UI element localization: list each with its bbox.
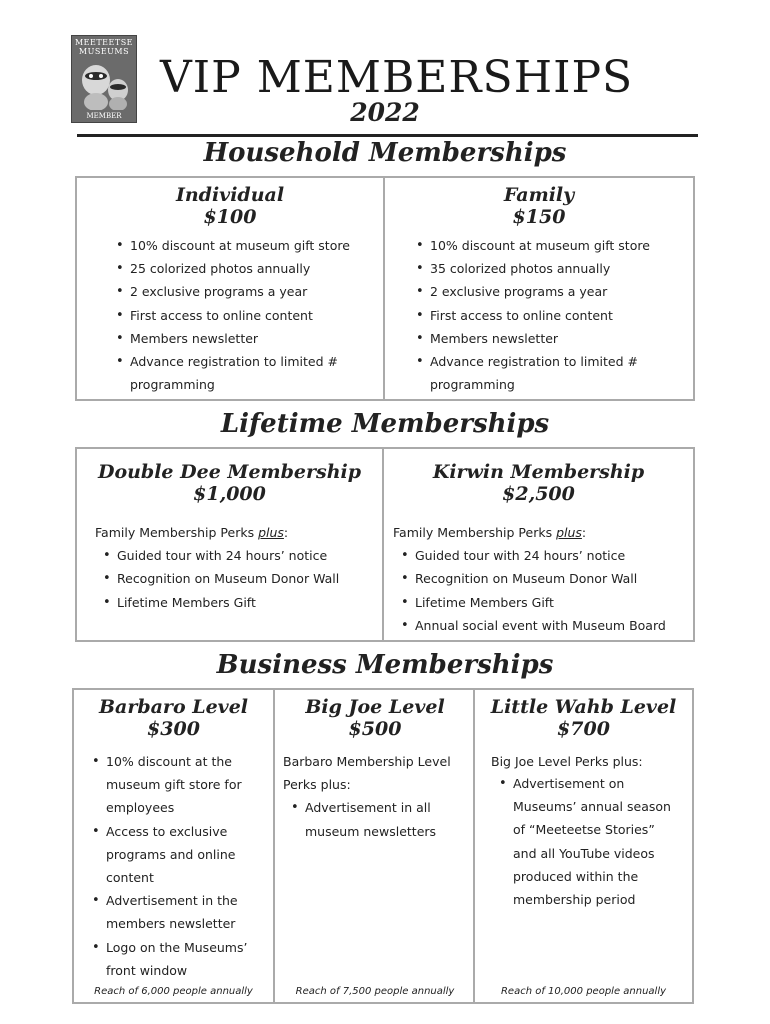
individual-perks [108,234,358,396]
double-dee-name: Double Dee Membership [97,461,362,483]
family-header [385,184,693,228]
list-item: • 35 colorized photos annually [408,257,658,280]
list-item: • Lifetime Members Gift [95,591,375,614]
lifetime-title: Lifetime Memberships [220,409,550,439]
list-item: • Guided tour with 24 hours’ notice [393,544,693,567]
list-item: • Access to exclusive programs and online content [84,820,259,890]
little-wahb-price: $700 [557,718,610,740]
big-joe-column [273,690,475,1002]
list-item: • 10% discount at the museum gift store for employees [84,750,259,820]
big-joe-name: Big Joe Level [305,696,445,718]
list-item: • First access to online content [108,304,358,327]
individual-column [77,178,383,399]
little-wahb-column [473,690,692,1002]
big-joe-header [275,696,475,740]
kirwin-header [384,461,693,505]
double-dee-intro: Family Membership Perks plus: [95,525,289,540]
lifetime-box [75,447,695,642]
family-name: Family [503,184,575,206]
list-item: • Logo on the Museums’ front window [84,936,259,982]
list-item: • Members newsletter [408,327,658,350]
list-item: • Members newsletter [108,327,358,350]
kirwin-name: Kirwin Membership [432,461,645,483]
double-dee-perks [95,544,375,614]
little-wahb-reach: Reach of 10,000 people annually [500,986,667,997]
list-item: • 2 exclusive programs a year [108,280,358,303]
logo-text-bottom: MEMBER [86,112,122,120]
list-item: • Recognition on Museum Donor Wall [95,567,375,590]
double-dee-header [77,461,382,505]
list-item: • Annual social event with Museum Board [393,614,693,637]
list-item: • First access to online content [408,304,658,327]
little-wahb-intro: Big Joe Level Perks plus: [491,754,643,769]
double-dee-column [77,449,382,640]
barbaro-price: $300 [147,718,200,740]
kirwin-perks [393,544,693,637]
family-perks [408,234,658,396]
household-title: Household Memberships [203,138,567,168]
barbaro-reach: Reach of 6,000 people annually [94,986,253,997]
list-item: • 10% discount at museum gift store [408,234,658,257]
individual-header [77,184,383,228]
family-column [383,178,693,399]
kirwin-intro: Family Membership Perks plus: [393,525,587,540]
barbaro-name: Barbaro Level [98,696,249,718]
list-item: • Guided tour with 24 hours’ notice [95,544,375,567]
list-item: • Lifetime Members Gift [393,591,693,614]
big-joe-price: $500 [348,718,402,740]
kirwin-price: $2,500 [502,483,575,505]
little-wahb-name: Little Wahb Level [490,696,677,718]
list-item: • 2 exclusive programs a year [408,280,658,303]
year: 2022 [350,98,420,127]
business-title: Business Memberships [216,650,554,680]
big-joe-reach: Reach of 7,500 people annually [295,986,455,997]
header-rule [77,134,698,137]
individual-price: $100 [203,206,257,228]
list-item: • Advertisement on Museums’ annual season of “Meeteetse Stories” and all YouTube videos produced within the membership period [491,772,676,911]
little-wahb-perks [491,772,676,911]
list-item: • Advertisement in all museum newsletters [283,796,453,842]
barbaro-column [74,690,273,1002]
list-item: • Advertisement in the members newsletter [84,889,259,935]
household-box [75,176,695,401]
list-item: • 25 colorized photos annually [108,257,358,280]
list-item: • Advance registration to limited # programming [108,350,358,396]
logo-text-top: MEETEETSE MUSEUMS [74,38,134,56]
kirwin-column [382,449,693,640]
barbaro-header [74,696,273,740]
little-wahb-header [475,696,692,740]
list-item: • 10% discount at museum gift store [108,234,358,257]
individual-name: Individual [175,184,285,206]
list-item: • Advance registration to limited # programming [408,350,658,396]
big-joe-perks [283,796,453,842]
barbaro-perks [84,750,259,982]
big-joe-intro: Barbaro Membership Level Perks plus: [283,754,451,793]
double-dee-price: $1,000 [193,483,266,505]
business-box [72,688,694,1004]
list-item: • Recognition on Museum Donor Wall [393,567,693,590]
family-price: $150 [512,206,566,228]
page-title: VIP MEMBERSHIPS [160,52,634,103]
